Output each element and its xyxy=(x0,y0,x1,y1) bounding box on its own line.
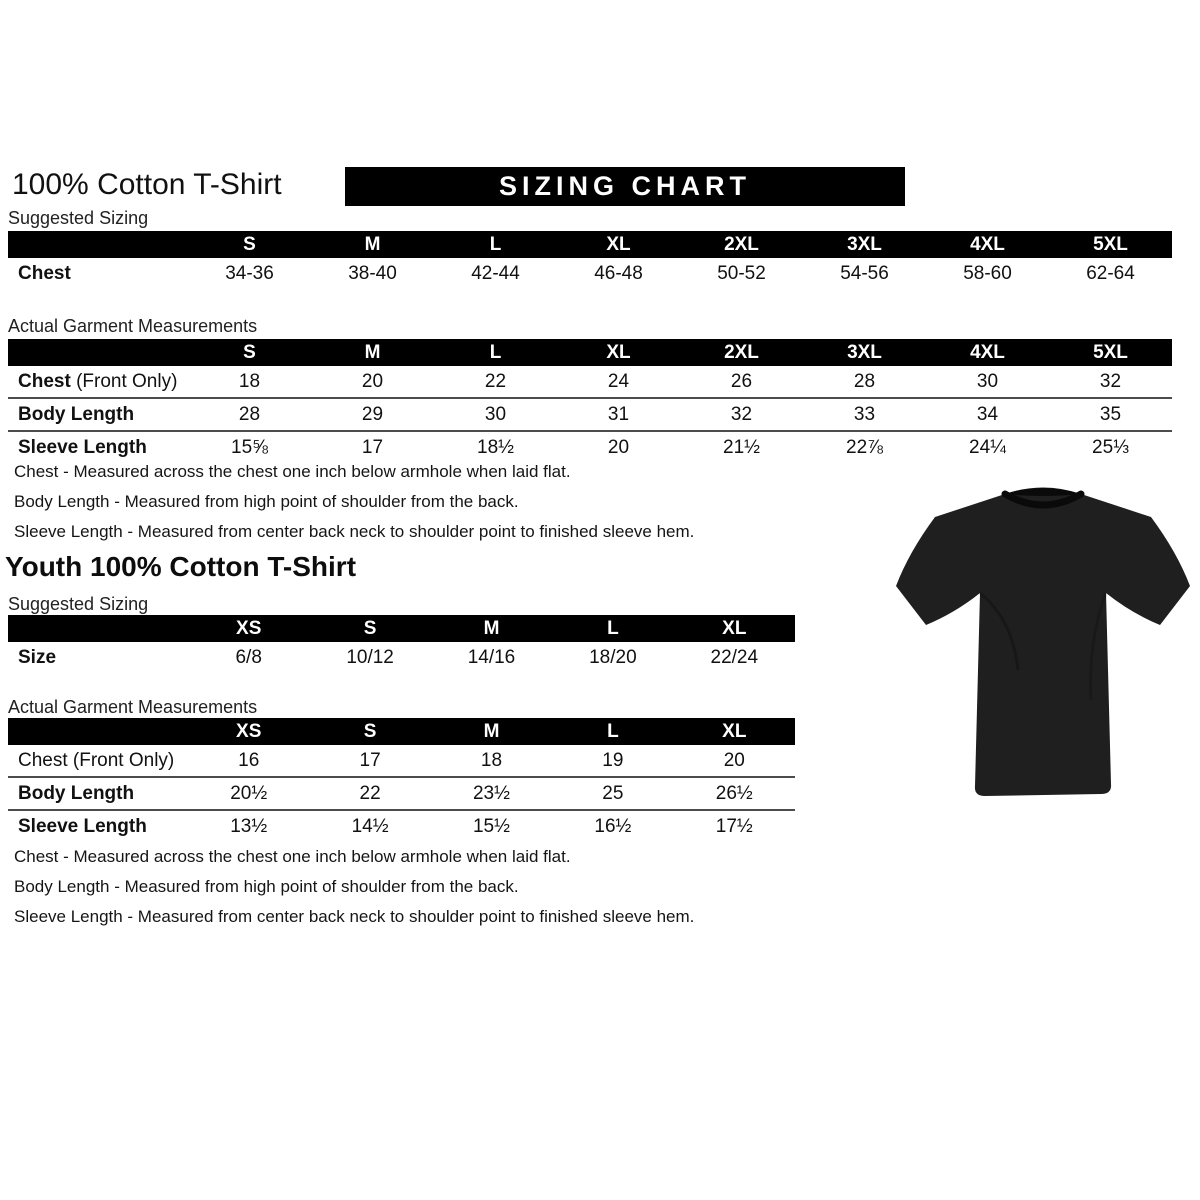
size-column-header: 5XL xyxy=(1049,231,1172,258)
measurement-cell: 13½ xyxy=(230,815,268,837)
youth-actual-measurements-label: Actual Garment Measurements xyxy=(8,697,258,717)
table-row xyxy=(8,398,1172,431)
table-row xyxy=(8,258,1172,289)
measurement-note-line: Sleeve Length - Measured from center back neck to shoulder point to finished sleeve hem. xyxy=(14,907,695,926)
measurement-cell: 20 xyxy=(607,436,630,458)
table-row xyxy=(8,777,795,810)
measurement-cell: 62-64 xyxy=(1086,262,1135,284)
measurement-cell: 31 xyxy=(607,403,630,425)
measurement-cell: 20 xyxy=(361,370,384,392)
measurement-cell: 35 xyxy=(1099,403,1122,425)
measurement-cell: 34-36 xyxy=(225,262,274,284)
measurement-cell: 15½ xyxy=(472,815,510,837)
size-column-header: L xyxy=(434,339,557,366)
measurement-cell: 42-44 xyxy=(471,262,520,284)
size-column-header: L xyxy=(434,231,557,258)
size-column-header: XS xyxy=(188,615,309,642)
measurement-cell: 32 xyxy=(1099,370,1122,392)
measurement-cell: 34 xyxy=(976,403,999,425)
size-column-header: L xyxy=(552,615,673,642)
row-label: Body Length xyxy=(18,782,135,804)
adult-suggested-sizing-label: Suggested Sizing xyxy=(8,208,149,228)
table-row xyxy=(8,745,795,777)
measurement-cell: 33 xyxy=(853,403,876,425)
row-label: Sleeve Length xyxy=(18,436,147,458)
measurement-cell: 28 xyxy=(238,403,261,425)
size-column-header: M xyxy=(431,718,552,745)
size-column-header: 2XL xyxy=(680,339,803,366)
size-column-header: 3XL xyxy=(803,231,926,258)
measurement-cell: 32 xyxy=(730,403,753,425)
measurement-cell: 15⅝ xyxy=(231,436,268,458)
measurement-cell: 14/16 xyxy=(467,646,516,668)
measurement-cell: 17 xyxy=(361,436,384,458)
measurement-cell: 23½ xyxy=(472,782,510,804)
measurement-cell: 6/8 xyxy=(235,646,262,668)
size-column-header: S xyxy=(309,718,430,745)
adult-suggested-sizing-table xyxy=(8,231,1172,289)
table-row xyxy=(8,366,1172,398)
size-column-header: 4XL xyxy=(926,339,1049,366)
measurement-cell: 14½ xyxy=(351,815,389,837)
row-label: Size xyxy=(18,646,57,668)
row-label-column-header xyxy=(8,615,188,642)
measurement-cell: 26 xyxy=(730,370,753,392)
measurement-cell: 24 xyxy=(607,370,630,392)
measurement-cell: 22 xyxy=(359,782,381,804)
row-label-column-header xyxy=(8,231,188,258)
size-column-header: S xyxy=(188,231,311,258)
size-column-header: 5XL xyxy=(1049,339,1172,366)
measurement-cell: 17 xyxy=(359,749,381,771)
measurement-note-line: Chest - Measured across the chest one inch below armhole when laid flat. xyxy=(14,462,571,481)
measurement-cell: 30 xyxy=(484,403,507,425)
measurement-cell: 20½ xyxy=(230,782,268,804)
measurement-cell: 18½ xyxy=(477,436,514,458)
youth-suggested-sizing-label: Suggested Sizing xyxy=(8,594,149,614)
measurement-cell: 24¼ xyxy=(969,436,1006,458)
measurement-cell: 22⅞ xyxy=(846,436,883,458)
measurement-cell: 18 xyxy=(238,370,261,392)
row-label-column-header xyxy=(8,339,188,366)
measurement-cell: 46-48 xyxy=(594,262,643,284)
measurement-cell: 54-56 xyxy=(840,262,889,284)
row-label-column-header xyxy=(8,718,188,745)
tshirt-image xyxy=(893,470,1193,810)
row-label: Chest (Front Only) xyxy=(18,749,175,771)
measurement-note-line: Body Length - Measured from high point of shoulder from the back. xyxy=(14,877,519,896)
measurement-cell: 20 xyxy=(723,749,745,771)
measurement-cell: 21½ xyxy=(723,436,760,458)
size-column-header: 4XL xyxy=(926,231,1049,258)
measurement-cell: 18/20 xyxy=(589,646,637,668)
measurement-note-line: Body Length - Measured from high point of shoulder from the back. xyxy=(14,492,519,511)
measurement-cell: 50-52 xyxy=(717,262,766,284)
youth-actual-measurements-table xyxy=(8,718,795,842)
size-column-header: S xyxy=(188,339,311,366)
measurement-cell: 17½ xyxy=(715,815,753,837)
measurement-cell: 28 xyxy=(853,370,876,392)
adult-section-title: 100% Cotton T-Shirt xyxy=(12,168,282,201)
size-column-header: M xyxy=(311,231,434,258)
size-column-header: XL xyxy=(557,339,680,366)
measurement-note-line: Sleeve Length - Measured from center back neck to shoulder point to finished sleeve hem. xyxy=(14,522,695,541)
size-column-header: 2XL xyxy=(680,231,803,258)
size-column-header: 3XL xyxy=(803,339,926,366)
measurement-cell: 18 xyxy=(480,749,503,771)
row-label: Chest xyxy=(18,262,71,284)
measurement-cell: 22/24 xyxy=(710,646,759,668)
measurement-cell: 19 xyxy=(602,749,624,771)
youth-section-title: Youth 100% Cotton T-Shirt xyxy=(5,551,357,582)
size-column-header: L xyxy=(552,718,673,745)
youth-measurement-notes xyxy=(14,842,694,932)
table-row xyxy=(8,810,795,842)
table-row xyxy=(8,642,795,673)
row-label: Sleeve Length xyxy=(18,815,147,837)
adult-measurement-notes xyxy=(14,457,694,547)
row-label: Chest (Front Only) xyxy=(18,370,178,392)
measurement-cell: 25⅓ xyxy=(1092,436,1129,458)
measurement-cell: 16½ xyxy=(594,815,632,837)
adult-actual-measurements-table xyxy=(8,339,1172,463)
tshirt-icon xyxy=(893,470,1193,810)
measurement-cell: 25 xyxy=(602,782,624,804)
measurement-note-line: Chest - Measured across the chest one inch below armhole when laid flat. xyxy=(14,847,571,866)
measurement-cell: 30 xyxy=(976,370,999,392)
row-label: Body Length xyxy=(18,403,135,425)
measurement-cell: 38-40 xyxy=(348,262,397,284)
size-column-header: S xyxy=(309,615,430,642)
size-column-header: XL xyxy=(674,718,795,745)
measurement-cell: 26½ xyxy=(715,782,753,804)
measurement-cell: 16 xyxy=(238,749,260,771)
size-column-header: XL xyxy=(674,615,795,642)
measurement-cell: 58-60 xyxy=(963,262,1012,284)
size-column-header: XL xyxy=(557,231,680,258)
size-column-header: M xyxy=(431,615,552,642)
youth-suggested-sizing-table xyxy=(8,615,795,673)
measurement-cell: 10/12 xyxy=(346,646,394,668)
measurement-cell: 29 xyxy=(361,403,384,425)
size-column-header: XS xyxy=(188,718,309,745)
measurement-cell: 22 xyxy=(484,370,507,392)
sizing-chart-banner: SIZING CHART xyxy=(345,167,905,206)
adult-actual-measurements-label: Actual Garment Measurements xyxy=(8,316,258,336)
size-column-header: M xyxy=(311,339,434,366)
